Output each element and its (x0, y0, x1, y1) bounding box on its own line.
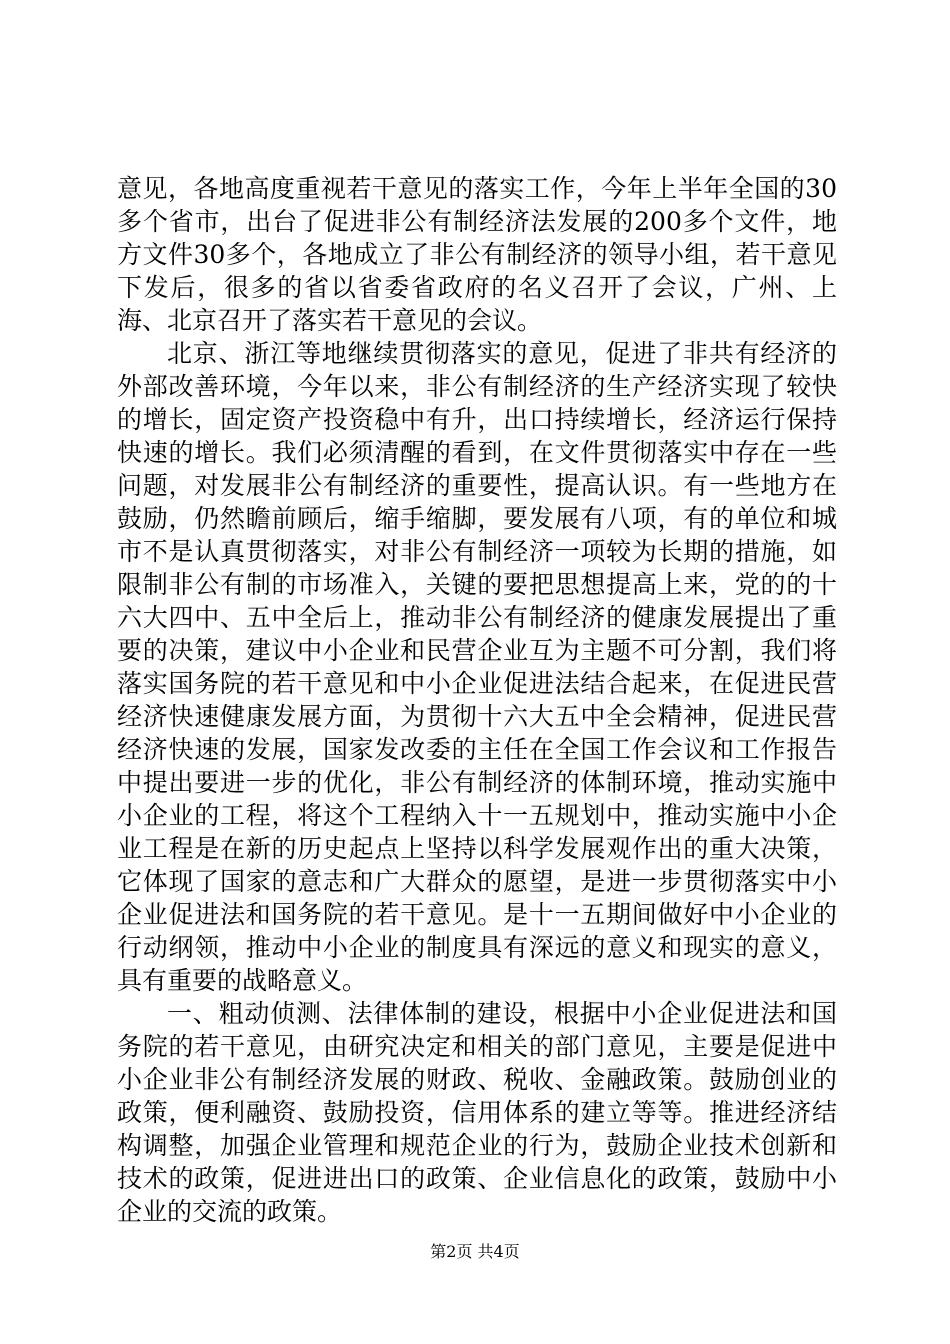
paragraph-3: 一、粗动侦测、法律体制的建设，根据中小企业促进法和国务院的若干意见，由研究决定和相关的部门意见，主要是促进中小企业非公有制经济发展的财政、税收、金融政策。鼓励创业的政策，便利融资、鼓励投资，信用体系的建立等等。推进经济结构调整，加强企业管理和规范企业的行为，鼓励企业技术创新和技术的政策，促进进出口的政策、企业信息化的政策，鼓励中小企业的交流的政策。 (117, 999, 837, 1226)
document-body (117, 172, 837, 1228)
page-number-footer: 第2页 共4页 (430, 1242, 520, 1261)
paragraph-1: 意见，各地高度重视若干意见的落实工作，今年上半年全国的30多个省市，出台了促进非公有制经济法发展的200多个文件，地方文件30多个，各地成立了非公有制经济的领导小组，若干意见下发后，很多的省以省委省政府的名义召开了会议，广州、上海、北京召开了落实若干意见的会议。 (117, 174, 837, 335)
paragraph-2: 北京、浙江等地继续贯彻落实的意见，促进了非共有经济的外部改善环境，今年以来，非公有制经济的生产经济实现了较快的增长，固定资产投资稳中有升，出口持续增长，经济运行保持快速的增长。我们必须清醒的看到，在文件贯彻落实中存在一些问题，对发展非公有制经济的重要性，提高认识。有一些地方在鼓励，仍然瞻前顾后，缩手缩脚，要发展有八项，有的单位和城市不是认真贯彻落实，对非公有制经济一项较为长期的措施，如限制非公有制的市场准入，关键的要把思想提高上来，党的的十六大四中、五中全后上，推动非公有制经济的健康发展提出了重要的决策，建议中小企业和民营企业互为主题不可分割，我们将落实国务院的若干意见和中小企业促进法结合起来，在促进民营经济快速健康发展方面，为贯彻十六大五中全会精神，促进民营经济快速的发展，国家发改委的主任在全国工作会议和工作报告中提出要进一步的优化，非公有制经济的体制环境，推动实施中小企业的工程，将这个工程纳入十一五规划中，推动实施中小企业工程是在新的历史起点上坚持以科学发展观作出的重大决策，它体现了国家的意志和广大群众的愿望，是进一步贯彻落实中小企业促进法和国务院的若干意见。是十一五期间做好中小企业的行动纲领，推动中小企业的制度具有深远的意义和现实的意义，具有重要的战略意义。 (117, 339, 837, 995)
